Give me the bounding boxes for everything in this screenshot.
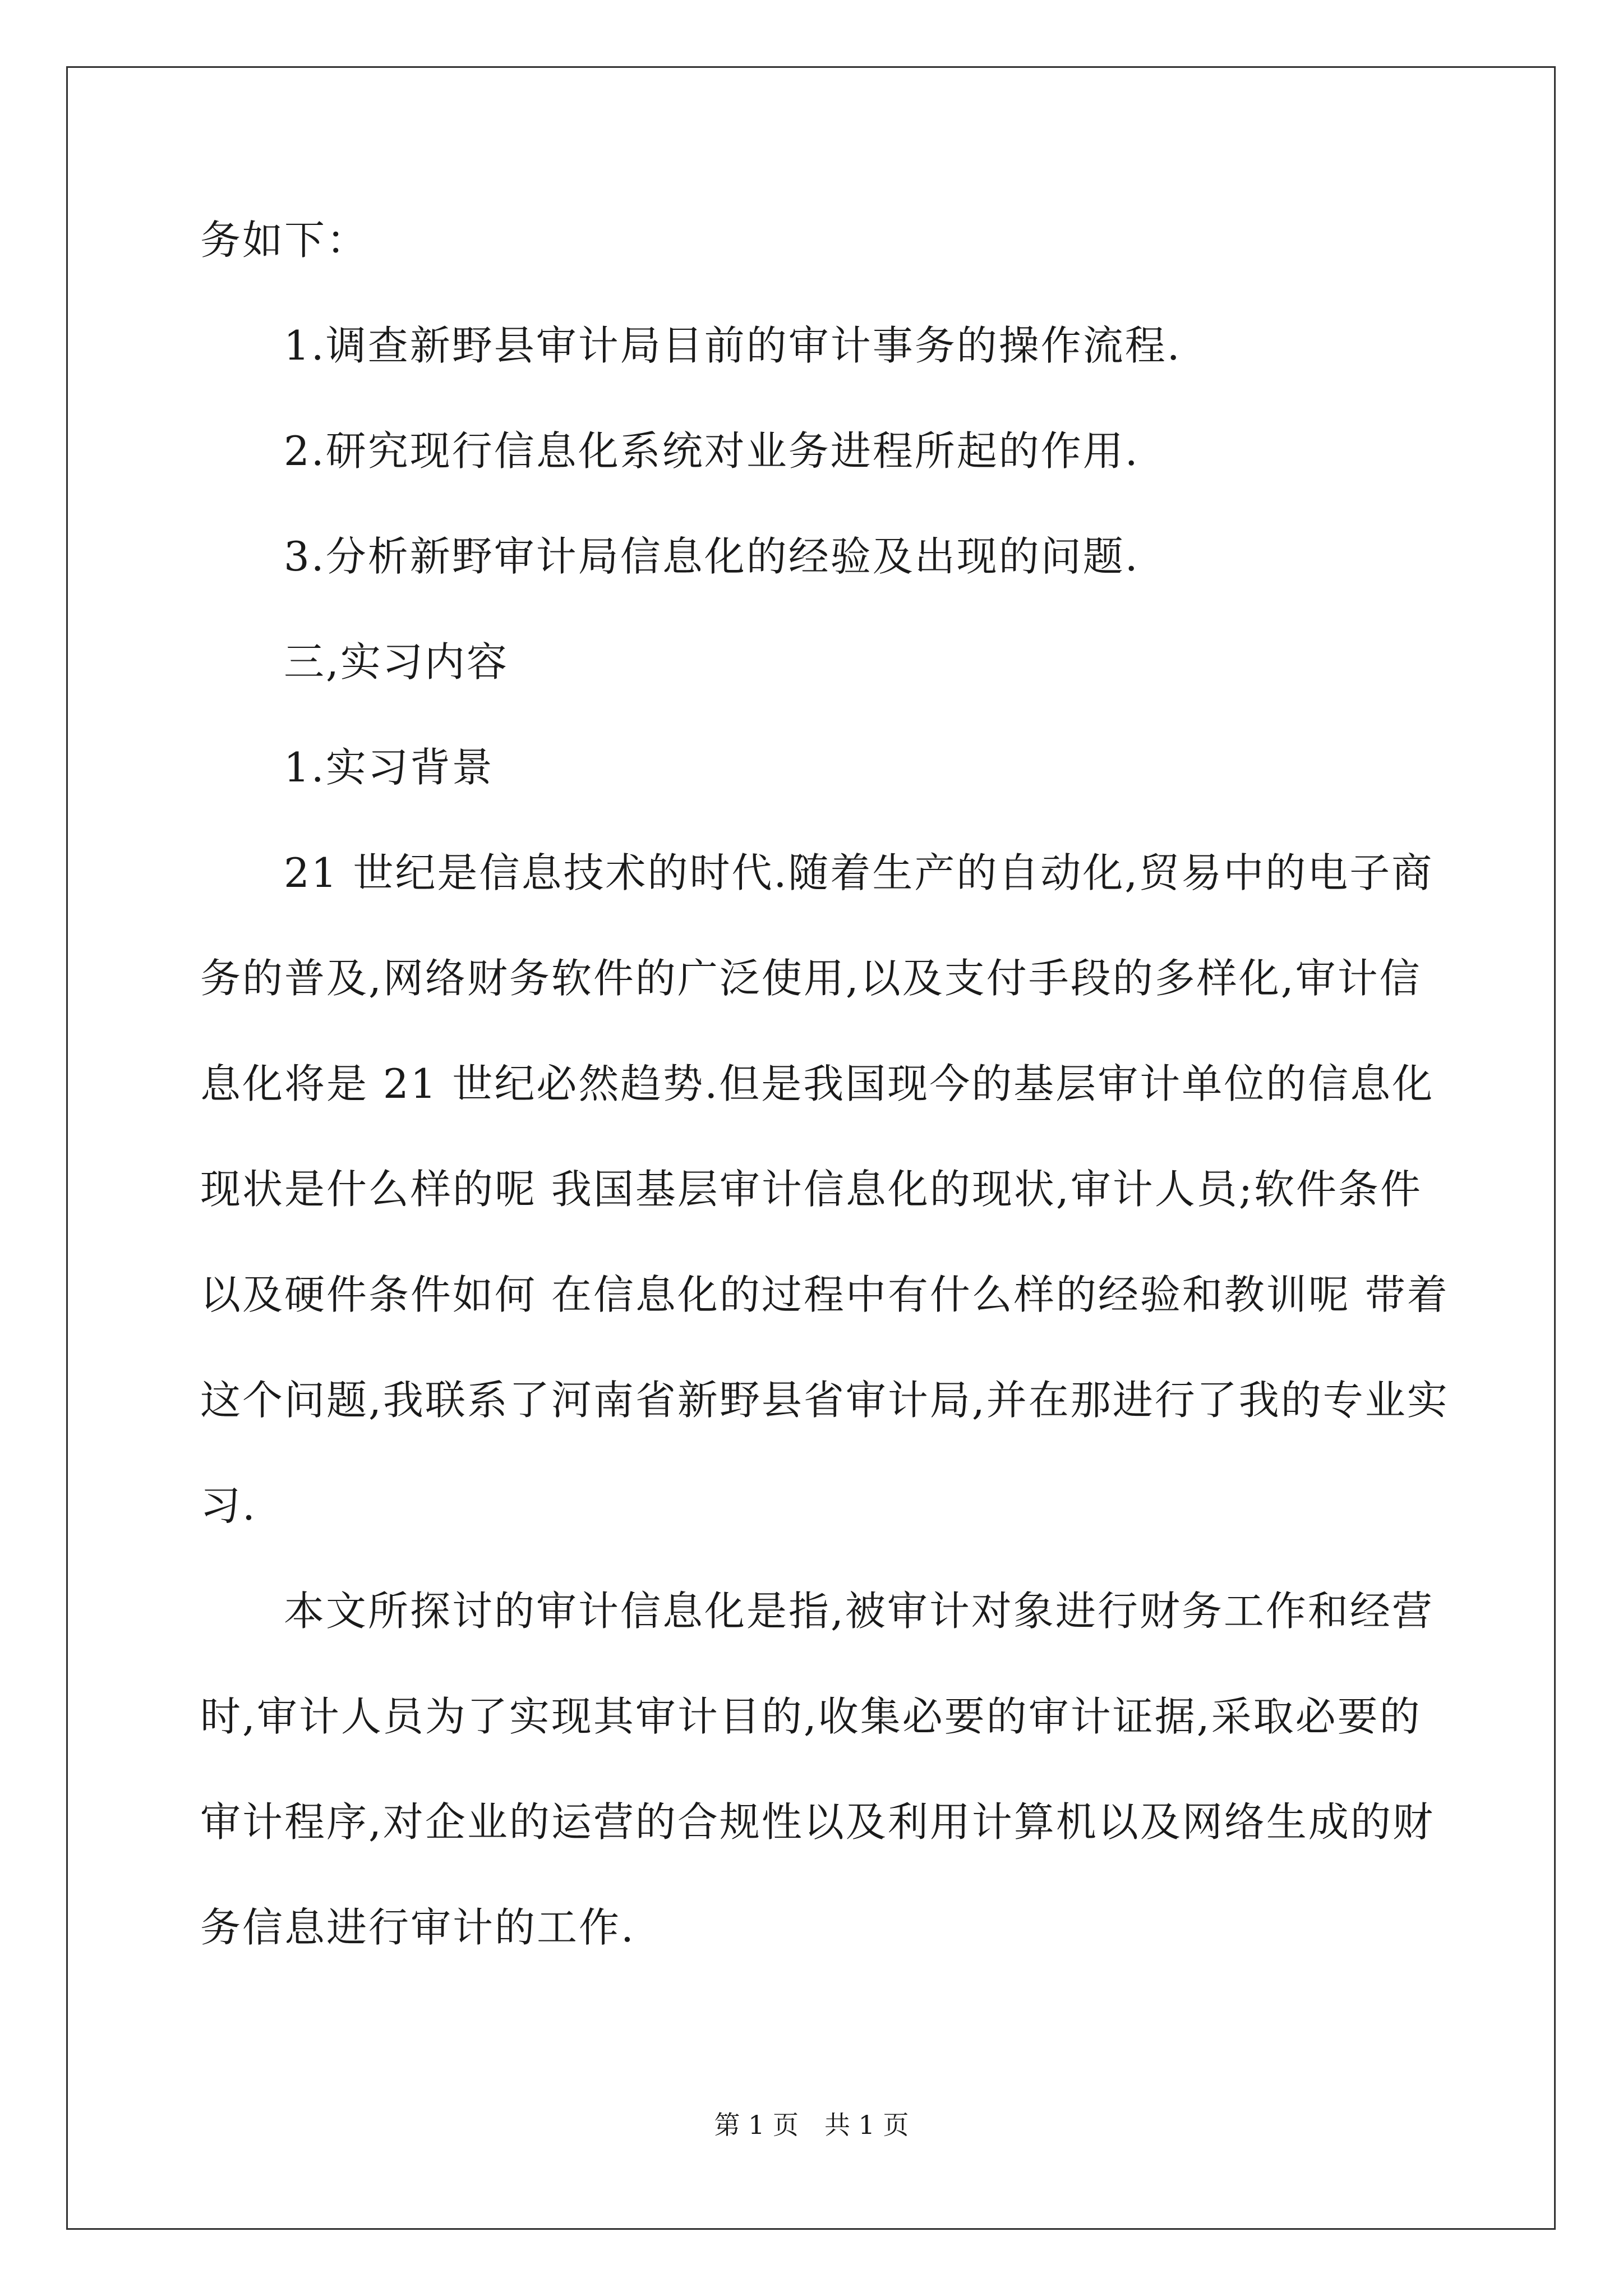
text-line: 务的普及,网络财务软件的广泛使用,以及支付手段的多样化,审计信: [200, 955, 1422, 1002]
text-line: 习.: [200, 1482, 257, 1529]
text-line: 现状是什么样的呢 我国基层审计信息化的现状,审计人员;软件条件: [200, 1166, 1423, 1213]
text-line: 21 世纪是信息技术的时代.随着生产的自动化,贸易中的电子商: [284, 849, 1434, 896]
text-line: 息化将是 21 世纪必然趋势.但是我国现今的基层审计单位的信息化: [200, 1060, 1435, 1107]
section-heading: 三,实习内容: [284, 638, 509, 685]
text-line: 审计程序,对企业的运营的合规性以及利用计算机以及网络生成的财: [200, 1798, 1435, 1846]
list-item: 1.调查新野县审计局目前的审计事务的操作流程.: [284, 322, 1182, 369]
list-item: 3.分析新野审计局信息化的经验及出现的问题.: [284, 533, 1140, 580]
text-line: 这个问题,我联系了河南省新野县省审计局,并在那进行了我的专业实: [200, 1377, 1449, 1424]
page-number: 第 1 页 共 1 页: [714, 2110, 909, 2140]
subsection-heading: 1.实习背景: [284, 744, 494, 791]
text-line: 务如下：: [200, 217, 369, 264]
list-item: 2.研究现行信息化系统对业务进程所起的作用.: [284, 427, 1140, 475]
text-line: 本文所探讨的审计信息化是指,被审计对象进行财务工作和经营: [284, 1588, 1434, 1635]
text-line: 以及硬件条件如何 在信息化的过程中有什么样的经验和教训呢 带着: [200, 1271, 1449, 1318]
text-line: 时,审计人员为了实现其审计目的,收集必要的审计证据,采取必要的: [200, 1693, 1422, 1740]
text-line: 务信息进行审计的工作.: [200, 1904, 635, 1951]
